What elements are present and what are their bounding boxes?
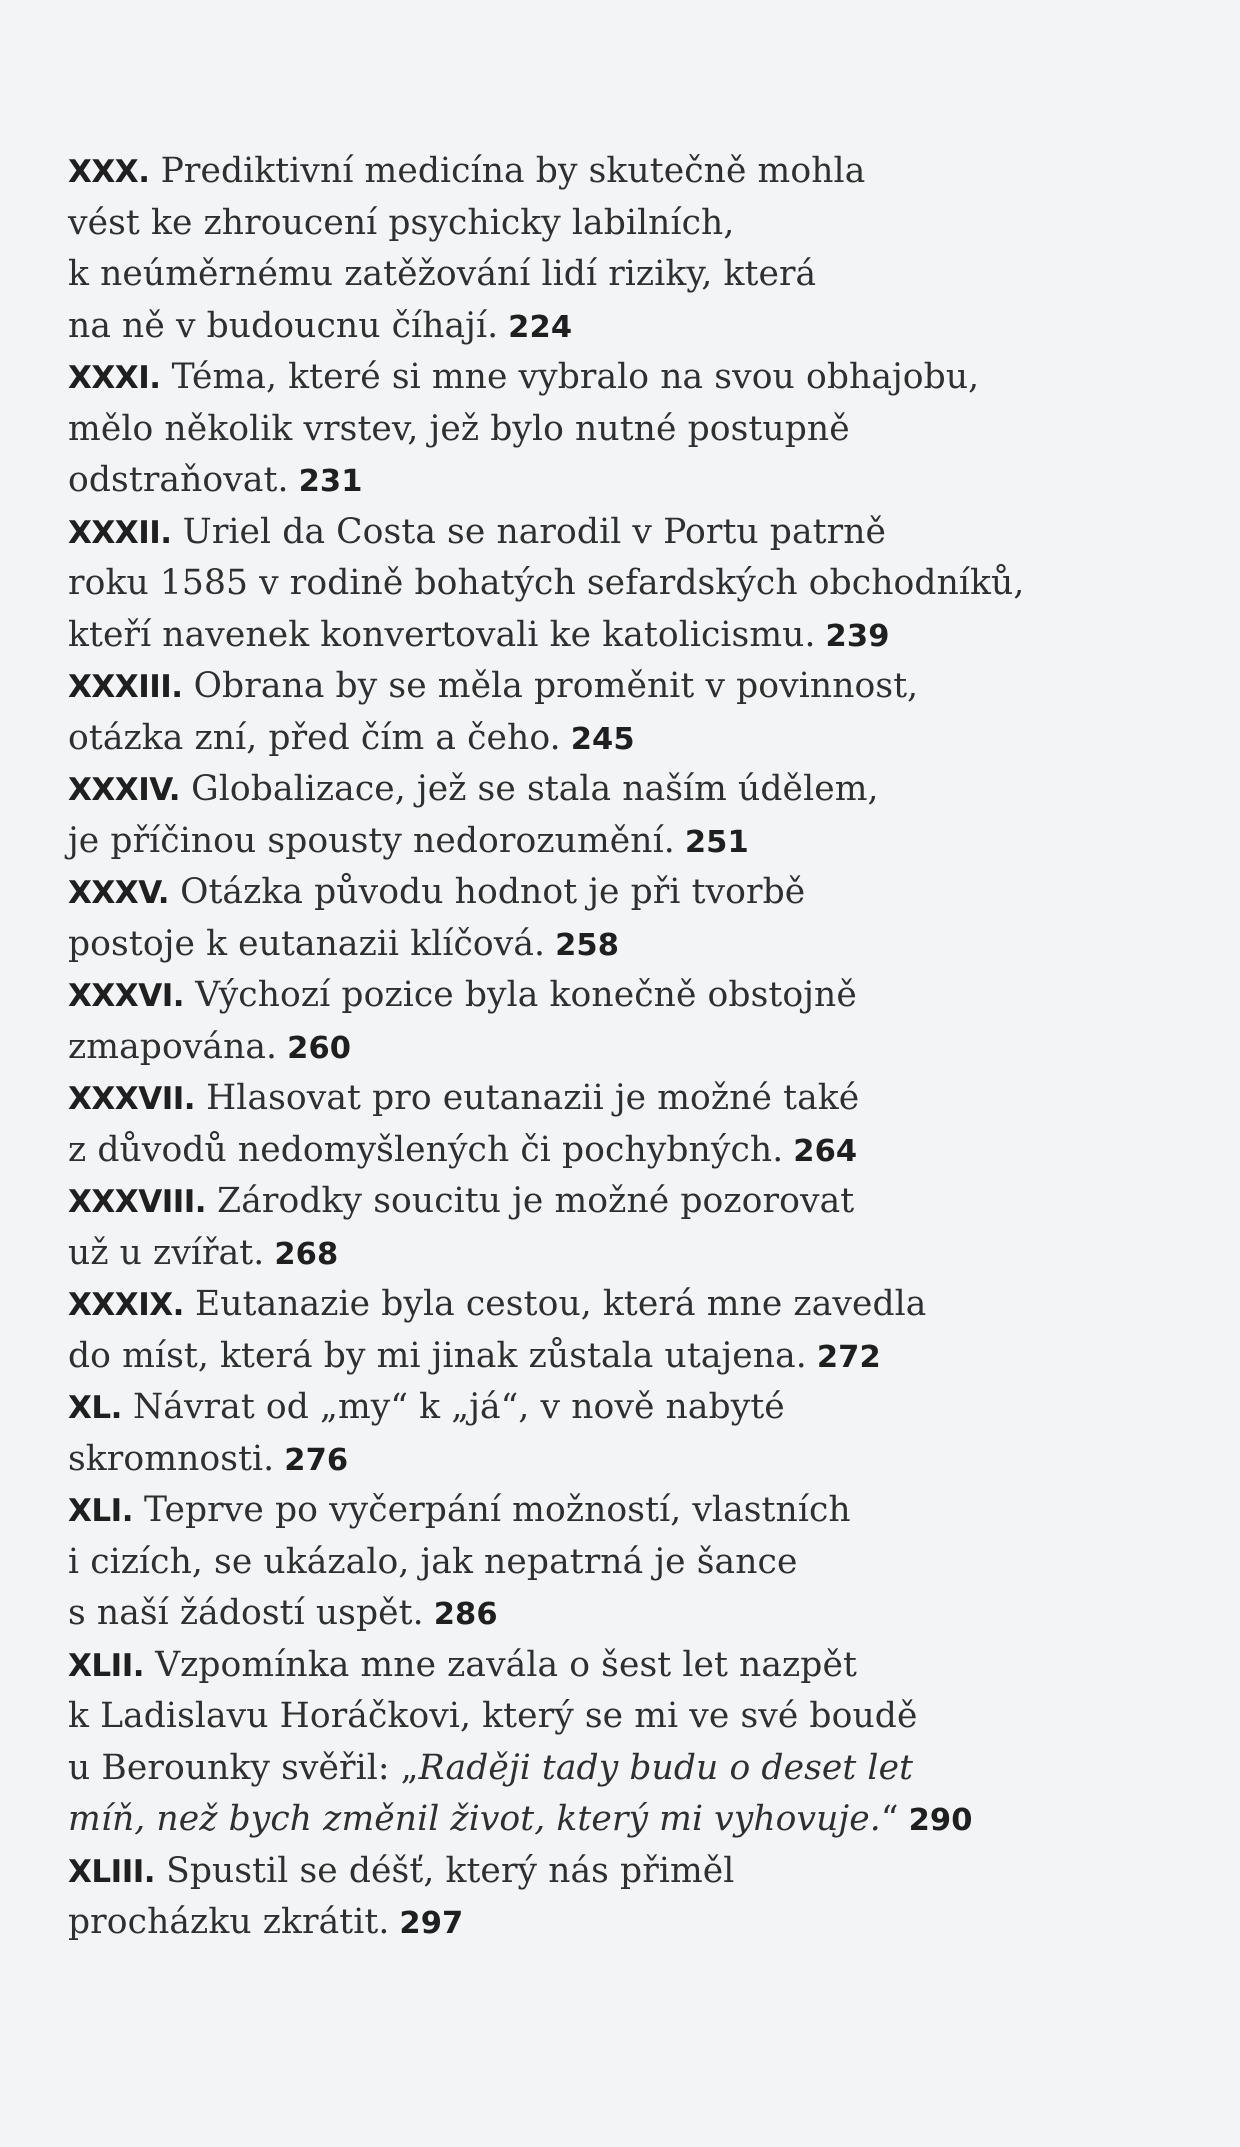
chapter-numeral: XXXVIII.	[68, 1184, 207, 1220]
chapter-summary-text: Zárodky soucitu je možné pozorovat	[217, 1181, 855, 1221]
chapter-numeral: XXXII.	[68, 514, 172, 551]
toc-line	[68, 1279, 1188, 1331]
page-number: 260	[287, 1030, 352, 1066]
chapter-summary-text: s naší žádostí uspět.	[68, 1593, 424, 1633]
chapter-summary-text: Prediktivní medicína by skutečně mohla	[160, 151, 866, 191]
page-number: 224	[508, 309, 573, 345]
toc-entry-xxxiii	[68, 661, 1188, 764]
chapter-summary-text: Eutanazie byla cestou, která mne zavedla	[195, 1284, 927, 1324]
toc-line	[68, 1743, 1188, 1795]
chapter-summary-text: Obrana by se měla proměnit v povinnost,	[193, 666, 919, 706]
chapter-summary-text: Spustil se déšť, který nás přiměl	[166, 1850, 735, 1891]
closing-quote-mark: “	[880, 1799, 899, 1839]
chapter-summary-text: zmapována.	[68, 1026, 278, 1067]
toc-line	[68, 352, 1188, 404]
toc-line	[68, 1794, 1188, 1846]
toc-line	[68, 146, 1188, 198]
toc-line	[68, 1846, 1188, 1898]
toc-line	[68, 1331, 1188, 1383]
chapter-summary-text: roku 1585 v rodině bohatých sefardských obchodníků,	[68, 563, 1025, 603]
chapter-numeral: XXXIX.	[68, 1287, 184, 1323]
toc-line	[68, 1640, 1188, 1692]
toc-line	[68, 1537, 1188, 1589]
toc-line	[68, 1125, 1188, 1177]
chapter-summary-text: mělo několik vrstev, jež bylo nutné postupně	[68, 408, 850, 449]
page-number: 272	[816, 1339, 881, 1375]
chapter-summary-text: vést ke zhroucení psychicky labilních,	[68, 202, 735, 243]
chapter-summary-text: kteří navenek konvertovali ke katolicismu.	[68, 614, 816, 655]
chapter-numeral: XXXIII.	[68, 669, 183, 705]
chapter-numeral: XXXVI.	[68, 978, 185, 1014]
page-number: 231	[298, 464, 363, 499]
chapter-summary-text: na ně v budoucnu číhají.	[68, 305, 499, 346]
toc-line	[68, 970, 1188, 1022]
chapter-numeral: XLIII.	[68, 1853, 156, 1890]
toc-line	[68, 1382, 1188, 1434]
toc-entry-xliii	[68, 1846, 1188, 1949]
toc-line	[68, 1228, 1188, 1280]
toc-line	[68, 661, 1188, 713]
toc-line	[68, 198, 1188, 250]
toc-line	[68, 1691, 1188, 1743]
toc-line	[68, 558, 1188, 610]
chapter-numeral: XXXVII.	[68, 1081, 196, 1117]
toc-entry-xxx	[68, 146, 1188, 352]
toc-entry-xxxvii	[68, 1073, 1188, 1176]
toc-entry-xxxvi	[68, 970, 1188, 1073]
toc-line	[68, 1485, 1188, 1537]
toc-line	[68, 1434, 1188, 1486]
chapter-summary-text: Téma, které si mne vybralo na svou obhajobu,	[171, 357, 980, 397]
toc-line	[68, 301, 1188, 353]
toc-entry-xxxviii	[68, 1176, 1188, 1279]
chapter-numeral: XXXV.	[68, 875, 169, 911]
toc-line	[68, 764, 1188, 816]
page-number: 245	[570, 721, 635, 757]
toc-line	[68, 867, 1188, 919]
page-number: 251	[684, 824, 749, 860]
chapter-summary-text: Vzpomínka mne zavála o šest let nazpět	[155, 1644, 857, 1685]
table-of-contents	[68, 146, 1188, 1949]
chapter-summary-text: už u zvířat.	[68, 1232, 265, 1273]
page-number: 286	[433, 1597, 498, 1632]
toc-entry-xxxix	[68, 1279, 1188, 1382]
chapter-summary-text: k neúměrnému zatěžování lidí riziky, která	[68, 254, 817, 294]
toc-entry-xli	[68, 1485, 1188, 1640]
toc-line	[68, 249, 1188, 301]
toc-line	[68, 1897, 1188, 1949]
toc-entry-xxxv	[68, 867, 1188, 970]
toc-entry-xxxiv	[68, 764, 1188, 867]
chapter-summary-text: Uriel da Costa se narodil v Portu patrně	[182, 511, 887, 552]
chapter-numeral: XXXIV.	[68, 772, 181, 808]
toc-entry-xlii	[68, 1640, 1188, 1846]
toc-line	[68, 1176, 1188, 1228]
chapter-numeral: XLI.	[68, 1493, 133, 1529]
chapter-summary-text: z důvodů nedomyšlených či pochybných.	[68, 1129, 784, 1170]
chapter-summary-text: Teprve po vyčerpání možností, vlastních	[144, 1490, 851, 1530]
chapter-summary-text: postoje k eutanazii klíčová.	[68, 923, 546, 964]
chapter-numeral: XXX.	[68, 154, 150, 190]
toc-line	[68, 919, 1188, 971]
quote-text: Raději tady budu o deset let	[418, 1747, 914, 1788]
toc-line	[68, 1073, 1188, 1125]
page-number: 258	[555, 927, 620, 963]
chapter-summary-text: odstraňovat.	[68, 460, 289, 500]
page-number: 297	[399, 1906, 464, 1941]
toc-entry-xxxii	[68, 507, 1188, 662]
page-number: 276	[284, 1442, 349, 1478]
page-number: 264	[793, 1133, 858, 1169]
chapter-summary-text: do míst, která by mi jinak zůstala utajena.	[68, 1335, 807, 1376]
chapter-summary-text: Otázka původu hodnot je při tvorbě	[180, 872, 806, 912]
toc-line	[68, 1022, 1188, 1074]
chapter-summary-text: Globalizace, jež se stala naším údělem,	[191, 769, 879, 809]
chapter-summary-text: Hlasovat pro eutanazii je možné také	[206, 1078, 860, 1118]
toc-line	[68, 455, 1188, 507]
chapter-numeral: XLII.	[68, 1647, 144, 1684]
chapter-summary-text: otázka zní, před čím a čeho.	[68, 717, 561, 758]
toc-line	[68, 404, 1188, 456]
toc-line	[68, 713, 1188, 765]
toc-line	[68, 1588, 1188, 1640]
toc-entry-xl	[68, 1382, 1188, 1485]
chapter-summary-text: procházku zkrátit.	[68, 1902, 390, 1942]
page-number: 239	[825, 618, 890, 654]
chapter-numeral: XL.	[68, 1390, 122, 1426]
chapter-summary-text: je příčinou spousty nedorozumění.	[68, 820, 675, 861]
page-number: 290	[908, 1803, 973, 1838]
chapter-summary-text: k Ladislavu Horáčkovi, který se mi ve své boudě	[68, 1696, 918, 1736]
toc-line	[68, 610, 1188, 662]
page-number: 268	[274, 1236, 339, 1272]
chapter-summary-text: u Berounky svěřil: „	[68, 1747, 419, 1788]
toc-line	[68, 507, 1188, 559]
chapter-summary-text: skromnosti.	[68, 1438, 275, 1479]
quote-text: míň, než bych změnil život, který mi vyhovuje.	[68, 1799, 881, 1839]
chapter-summary-text: Návrat od „my“ k „já“, v nově nabyté	[133, 1387, 785, 1427]
chapter-numeral: XXXI.	[68, 360, 161, 396]
chapter-summary-text: i cizích, se ukázalo, jak nepatrná je šance	[68, 1541, 798, 1582]
chapter-summary-text: Výchozí pozice byla konečně obstojně	[195, 975, 857, 1015]
toc-line	[68, 816, 1188, 868]
toc-entry-xxxi	[68, 352, 1188, 507]
